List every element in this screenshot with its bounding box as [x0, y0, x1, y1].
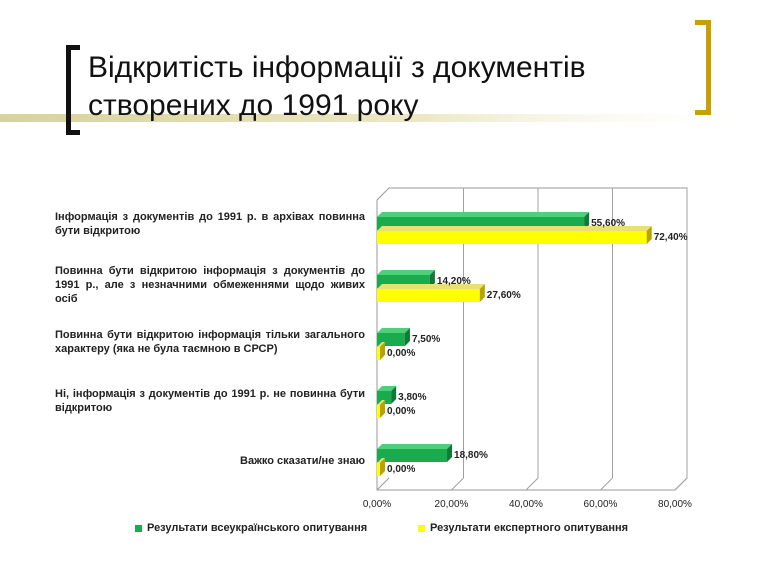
- chart-data-labels: [387, 218, 688, 475]
- category-label-5: Важко сказати/не знаю: [240, 455, 365, 467]
- gridline-floor: [675, 478, 687, 490]
- gridline-floor: [526, 478, 538, 490]
- legend-label-series-1: Результати всеукраїнського опитування: [147, 522, 368, 534]
- category-label-4: Ні, інформація з документів до 1991 р. не повинна бути відкритою: [55, 388, 365, 414]
- bar: [377, 405, 380, 418]
- x-tick-label: 0,00%: [362, 499, 392, 510]
- x-tick-label: 20,00%: [434, 499, 469, 510]
- bar: [377, 347, 380, 360]
- data-label: 0,00%: [387, 406, 416, 417]
- gridline-floor: [452, 478, 464, 490]
- data-label: 27,60%: [486, 290, 521, 301]
- bar: [377, 463, 380, 476]
- category-label-2: Повинна бути відкритою інформація з документів до 1991 р., але з незначними обмеженнями щодо живих осіб: [55, 265, 365, 305]
- bar: [377, 231, 647, 244]
- bar-top-face: [377, 444, 452, 449]
- x-tick-label: 80,00%: [658, 499, 692, 510]
- category-label-1: Інформація з документів до 1991 р. в архівах повинна бути відкритою: [55, 211, 365, 237]
- data-label: 14,20%: [436, 276, 471, 287]
- bar: [377, 449, 447, 462]
- legend-swatch-series-1: [135, 525, 142, 532]
- data-label: 18,80%: [454, 450, 488, 461]
- gridline-floor: [601, 478, 613, 490]
- bar: [377, 289, 480, 302]
- bar-top-face: [377, 212, 589, 217]
- category-label-3: Повинна бути відкритою інформація тільки загального характеру (яка не була таємною в СРСР): [55, 329, 365, 355]
- data-label: 0,00%: [387, 464, 416, 475]
- legend-item-series-1: [135, 522, 367, 534]
- legend-label-series-2: Результати експертного опитування: [430, 522, 629, 534]
- data-label: 55,60%: [591, 218, 626, 229]
- data-label: 72,40%: [653, 232, 688, 243]
- x-tick-label: 60,00%: [583, 499, 618, 510]
- legend-item-series-2: [418, 522, 628, 534]
- data-label: 7,50%: [411, 334, 441, 345]
- slide-title-line-1: Відкритість інформації з документів: [88, 51, 586, 84]
- bar-top-face: [377, 328, 410, 333]
- x-tick-label: 40,00%: [509, 499, 543, 510]
- slide-title-line-2: створених до 1991 року: [88, 89, 419, 122]
- legend-swatch-series-2: [418, 525, 425, 532]
- bar-top-face: [377, 270, 435, 275]
- chart-tick-labels: [363, 499, 692, 510]
- data-label: 0,00%: [387, 348, 416, 359]
- data-label: 3,80%: [398, 392, 427, 403]
